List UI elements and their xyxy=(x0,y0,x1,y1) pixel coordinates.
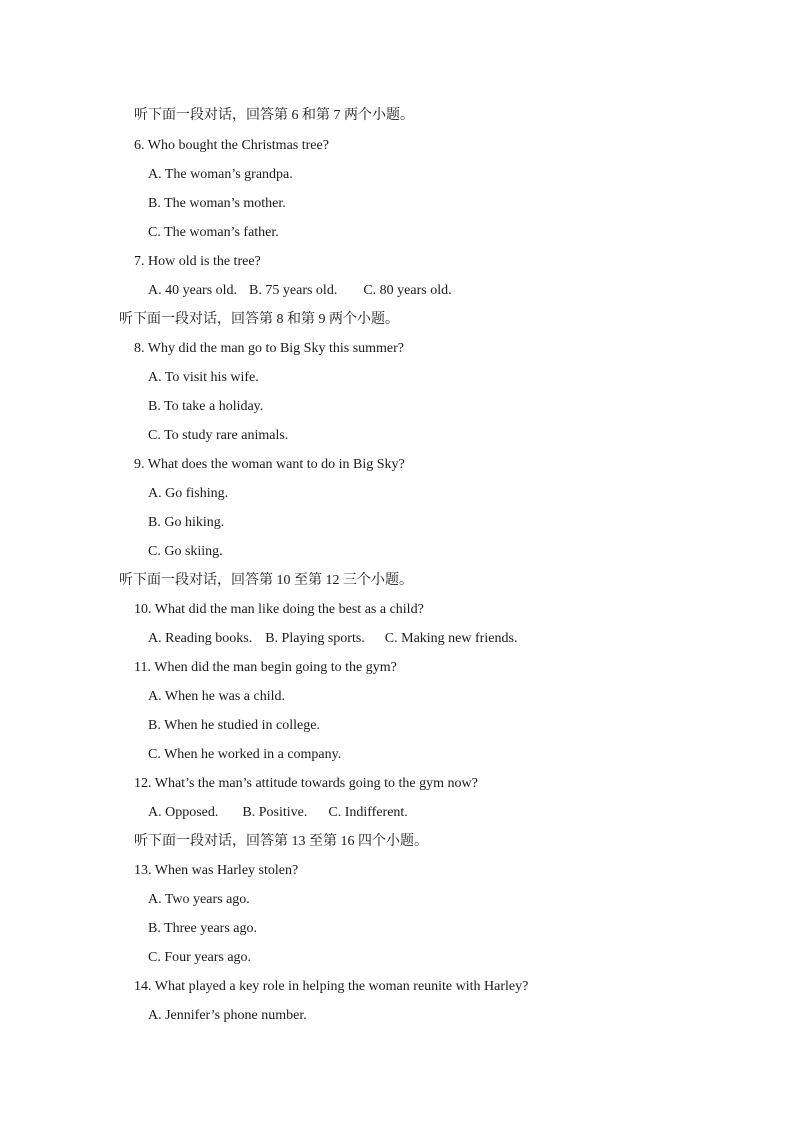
option-c: C. Go skiing. xyxy=(148,544,223,559)
question-stem: 9. What does the woman want to do in Big Sky? xyxy=(134,457,405,472)
option-a: A. The woman’s grandpa. xyxy=(148,167,293,182)
option-c: C. When he worked in a company. xyxy=(148,747,342,762)
question-stem: 7. How old is the tree? xyxy=(134,254,261,269)
option-row xyxy=(148,804,408,822)
question-stem: 10. What did the man like doing the best as a child? xyxy=(134,602,424,617)
option-a: A. Two years ago. xyxy=(148,892,250,907)
option-b: B. To take a holiday. xyxy=(148,399,264,414)
question-stem: 12. What’s the man’s attitude towards going to the gym now? xyxy=(134,776,478,791)
option-row xyxy=(148,282,452,300)
option-c: C. To study rare animals. xyxy=(148,428,289,443)
option-b: B. Playing sports. xyxy=(265,631,365,646)
option-a: A. Reading books. xyxy=(148,631,253,646)
option-c: C. Making new friends. xyxy=(384,631,518,646)
option-b: B. Three years ago. xyxy=(148,921,257,936)
option-c: C. Four years ago. xyxy=(148,950,252,965)
question-stem: 13. When was Harley stolen? xyxy=(134,863,299,878)
option-row xyxy=(148,630,517,648)
option-a: A. Go fishing. xyxy=(148,486,229,501)
option-c: C. Indifferent. xyxy=(328,805,408,820)
section-header: 听下面一段对话，回答第 6 和第 7 两个小题。 xyxy=(134,108,414,123)
option-a: A. When he was a child. xyxy=(148,689,285,704)
section-header: 听下面一段对话，回答第 13 至第 16 四个小题。 xyxy=(134,834,428,849)
option-a: A. Jennifer’s phone number. xyxy=(148,1008,307,1023)
option-b: B. Go hiking. xyxy=(148,515,225,530)
question-stem: 6. Who bought the Christmas tree? xyxy=(134,138,329,153)
section-header: 听下面一段对话，回答第 10 至第 12 三个小题。 xyxy=(119,573,413,588)
question-stem: 14. What played a key role in helping the woman reunite with Harley? xyxy=(134,979,529,994)
option-b: B. 75 years old. xyxy=(249,283,338,298)
option-c: C. The woman’s father. xyxy=(148,225,279,240)
option-b: B. Positive. xyxy=(242,805,308,820)
section-header: 听下面一段对话，回答第 8 和第 9 两个小题。 xyxy=(119,312,399,327)
question-stem: 8. Why did the man go to Big Sky this summer? xyxy=(134,341,405,356)
option-a: A. To visit his wife. xyxy=(148,370,259,385)
option-c: C. 80 years old. xyxy=(363,283,452,298)
option-a: A. Opposed. xyxy=(148,805,219,820)
option-b: B. When he studied in college. xyxy=(148,718,320,733)
option-a: A. 40 years old. xyxy=(148,283,238,298)
question-stem: 11. When did the man begin going to the gym? xyxy=(134,660,397,675)
option-b: B. The woman’s mother. xyxy=(148,196,286,211)
